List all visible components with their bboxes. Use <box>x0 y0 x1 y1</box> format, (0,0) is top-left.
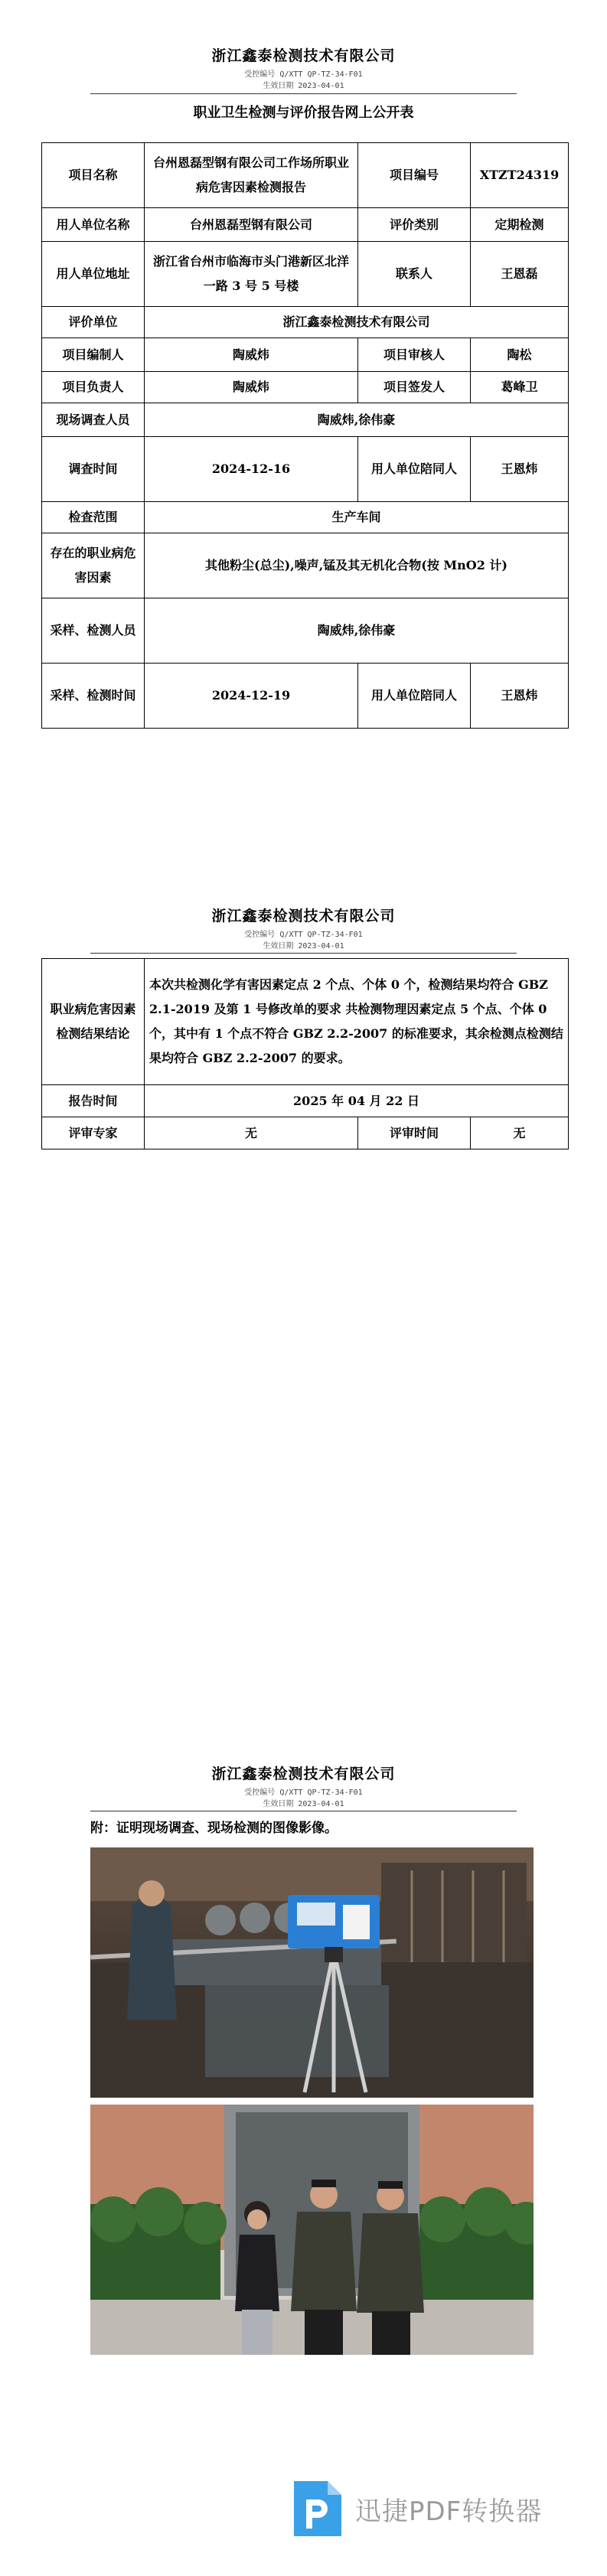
eval-type-label: 评价类别 <box>358 208 471 242</box>
survey-staff: 陶威炜,徐伟豪 <box>145 403 569 437</box>
company-header-p2: 浙江鑫泰检测技术有限公司 <box>211 908 396 924</box>
effective-date-p2: 生效日期 2023-04-01 <box>263 942 344 951</box>
disclosure-table <box>41 142 569 729</box>
eval-type: 定期检测 <box>471 208 569 242</box>
sampling-time-label: 采样、检测时间 <box>42 664 145 729</box>
project-name: 台州恩磊型钢有限公司工作场所职业病危害因素检测报告 <box>145 143 358 208</box>
project-no: XTZT24319 <box>471 143 569 208</box>
contact: 王恩磊 <box>471 242 569 307</box>
signer-label: 项目签发人 <box>358 372 471 403</box>
company-header-p3: 浙江鑫泰检测技术有限公司 <box>211 1766 396 1782</box>
conclusion-table <box>41 958 569 1149</box>
survey-staff-label: 现场调查人员 <box>42 403 145 437</box>
company-header: 浙江鑫泰检测技术有限公司 <box>211 47 396 64</box>
reviewer-label: 项目审核人 <box>358 338 471 372</box>
accompany-label-2: 用人单位陪同人 <box>358 664 471 729</box>
sampling-staff-label: 采样、检测人员 <box>42 598 145 664</box>
project-no-label: 项目编号 <box>358 143 471 208</box>
control-number: 受控编号 Q/XTT QP-TZ-34-F01 <box>244 70 363 79</box>
accompany-label: 用人单位陪同人 <box>358 437 471 502</box>
page-title: 职业卫生检测与评价报告网上公开表 <box>193 105 414 121</box>
accompany-person-2: 王恩炜 <box>471 664 569 729</box>
group-photo-art <box>90 2105 534 2355</box>
review-time: 无 <box>471 1117 569 1149</box>
group-photo <box>90 2105 534 2355</box>
survey-time: 2024-12-16 <box>145 437 358 502</box>
eval-unit-label: 评价单位 <box>42 307 145 338</box>
control-number-p2: 受控编号 Q/XTT QP-TZ-34-F01 <box>244 931 363 939</box>
sampling-staff: 陶威炜,徐伟豪 <box>145 598 569 664</box>
leader-label: 项目负责人 <box>42 372 145 403</box>
report-time-label: 报告时间 <box>42 1085 145 1117</box>
employer-label: 用人单位名称 <box>42 208 145 242</box>
expert-label: 评审专家 <box>42 1117 145 1149</box>
contact-label: 联系人 <box>358 242 471 307</box>
expert: 无 <box>145 1117 358 1149</box>
sampling-time: 2024-12-19 <box>145 664 358 729</box>
conclusion-label: 职业病危害因素检测结果结论 <box>42 959 145 1085</box>
review-time-label: 评审时间 <box>358 1117 471 1149</box>
reviewer: 陶松 <box>471 338 569 372</box>
accompany-person: 王恩炜 <box>471 437 569 502</box>
watermark-text: 迅捷PDF转换器 <box>355 2496 543 2527</box>
effective-date: 生效日期 2023-04-01 <box>263 82 344 90</box>
leader: 陶威炜 <box>145 372 358 403</box>
header-divider <box>90 93 517 94</box>
hazards: 其他粉尘(总尘),噪声,锰及其无机化合物(按 MnO2 计) <box>145 533 569 598</box>
scope: 生产车间 <box>145 502 569 533</box>
pdf-converter-logo-icon <box>289 2478 344 2539</box>
watermark-brand <box>289 2478 542 2539</box>
compiler: 陶威炜 <box>145 338 358 372</box>
effective-date-p3: 生效日期 2023-04-01 <box>263 1800 344 1808</box>
signer: 葛峰卫 <box>471 372 569 403</box>
attachment-title: 附：证明现场调查、现场检测的图像影像。 <box>90 1821 338 1836</box>
scope-label: 检查范围 <box>42 502 145 533</box>
eval-unit: 浙江鑫泰检测技术有限公司 <box>145 307 569 338</box>
site-detection-photo-art <box>90 1847 534 2098</box>
site-detection-photo <box>90 1847 534 2098</box>
control-number-p3: 受控编号 Q/XTT QP-TZ-34-F01 <box>244 1789 363 1797</box>
report-time: 2025 年 04 月 22 日 <box>145 1085 569 1117</box>
header-divider-p2 <box>90 953 517 954</box>
hazards-label: 存在的职业病危害因素 <box>42 533 145 598</box>
address: 浙江省台州市临海市头门港新区北洋一路 3 号 5 号楼 <box>145 242 358 307</box>
compiler-label: 项目编制人 <box>42 338 145 372</box>
conclusion-text: 本次共检测化学有害因素定点 2 个点、个体 0 个，检测结果均符合 GBZ 2.1-2019 及第 1 号修改单的要求 共检测物理因素定点 5 个点、个体 0 个，其中有 1 个点不符合 GBZ 2.2-2007 的标准要求，其余检测点检测结果均符合 GBZ 2.2-2007 的要求。 <box>145 959 569 1085</box>
address-label: 用人单位地址 <box>42 242 145 307</box>
employer: 台州恩磊型钢有限公司 <box>145 208 358 242</box>
project-name-label: 项目名称 <box>42 143 145 208</box>
survey-time-label: 调查时间 <box>42 437 145 502</box>
